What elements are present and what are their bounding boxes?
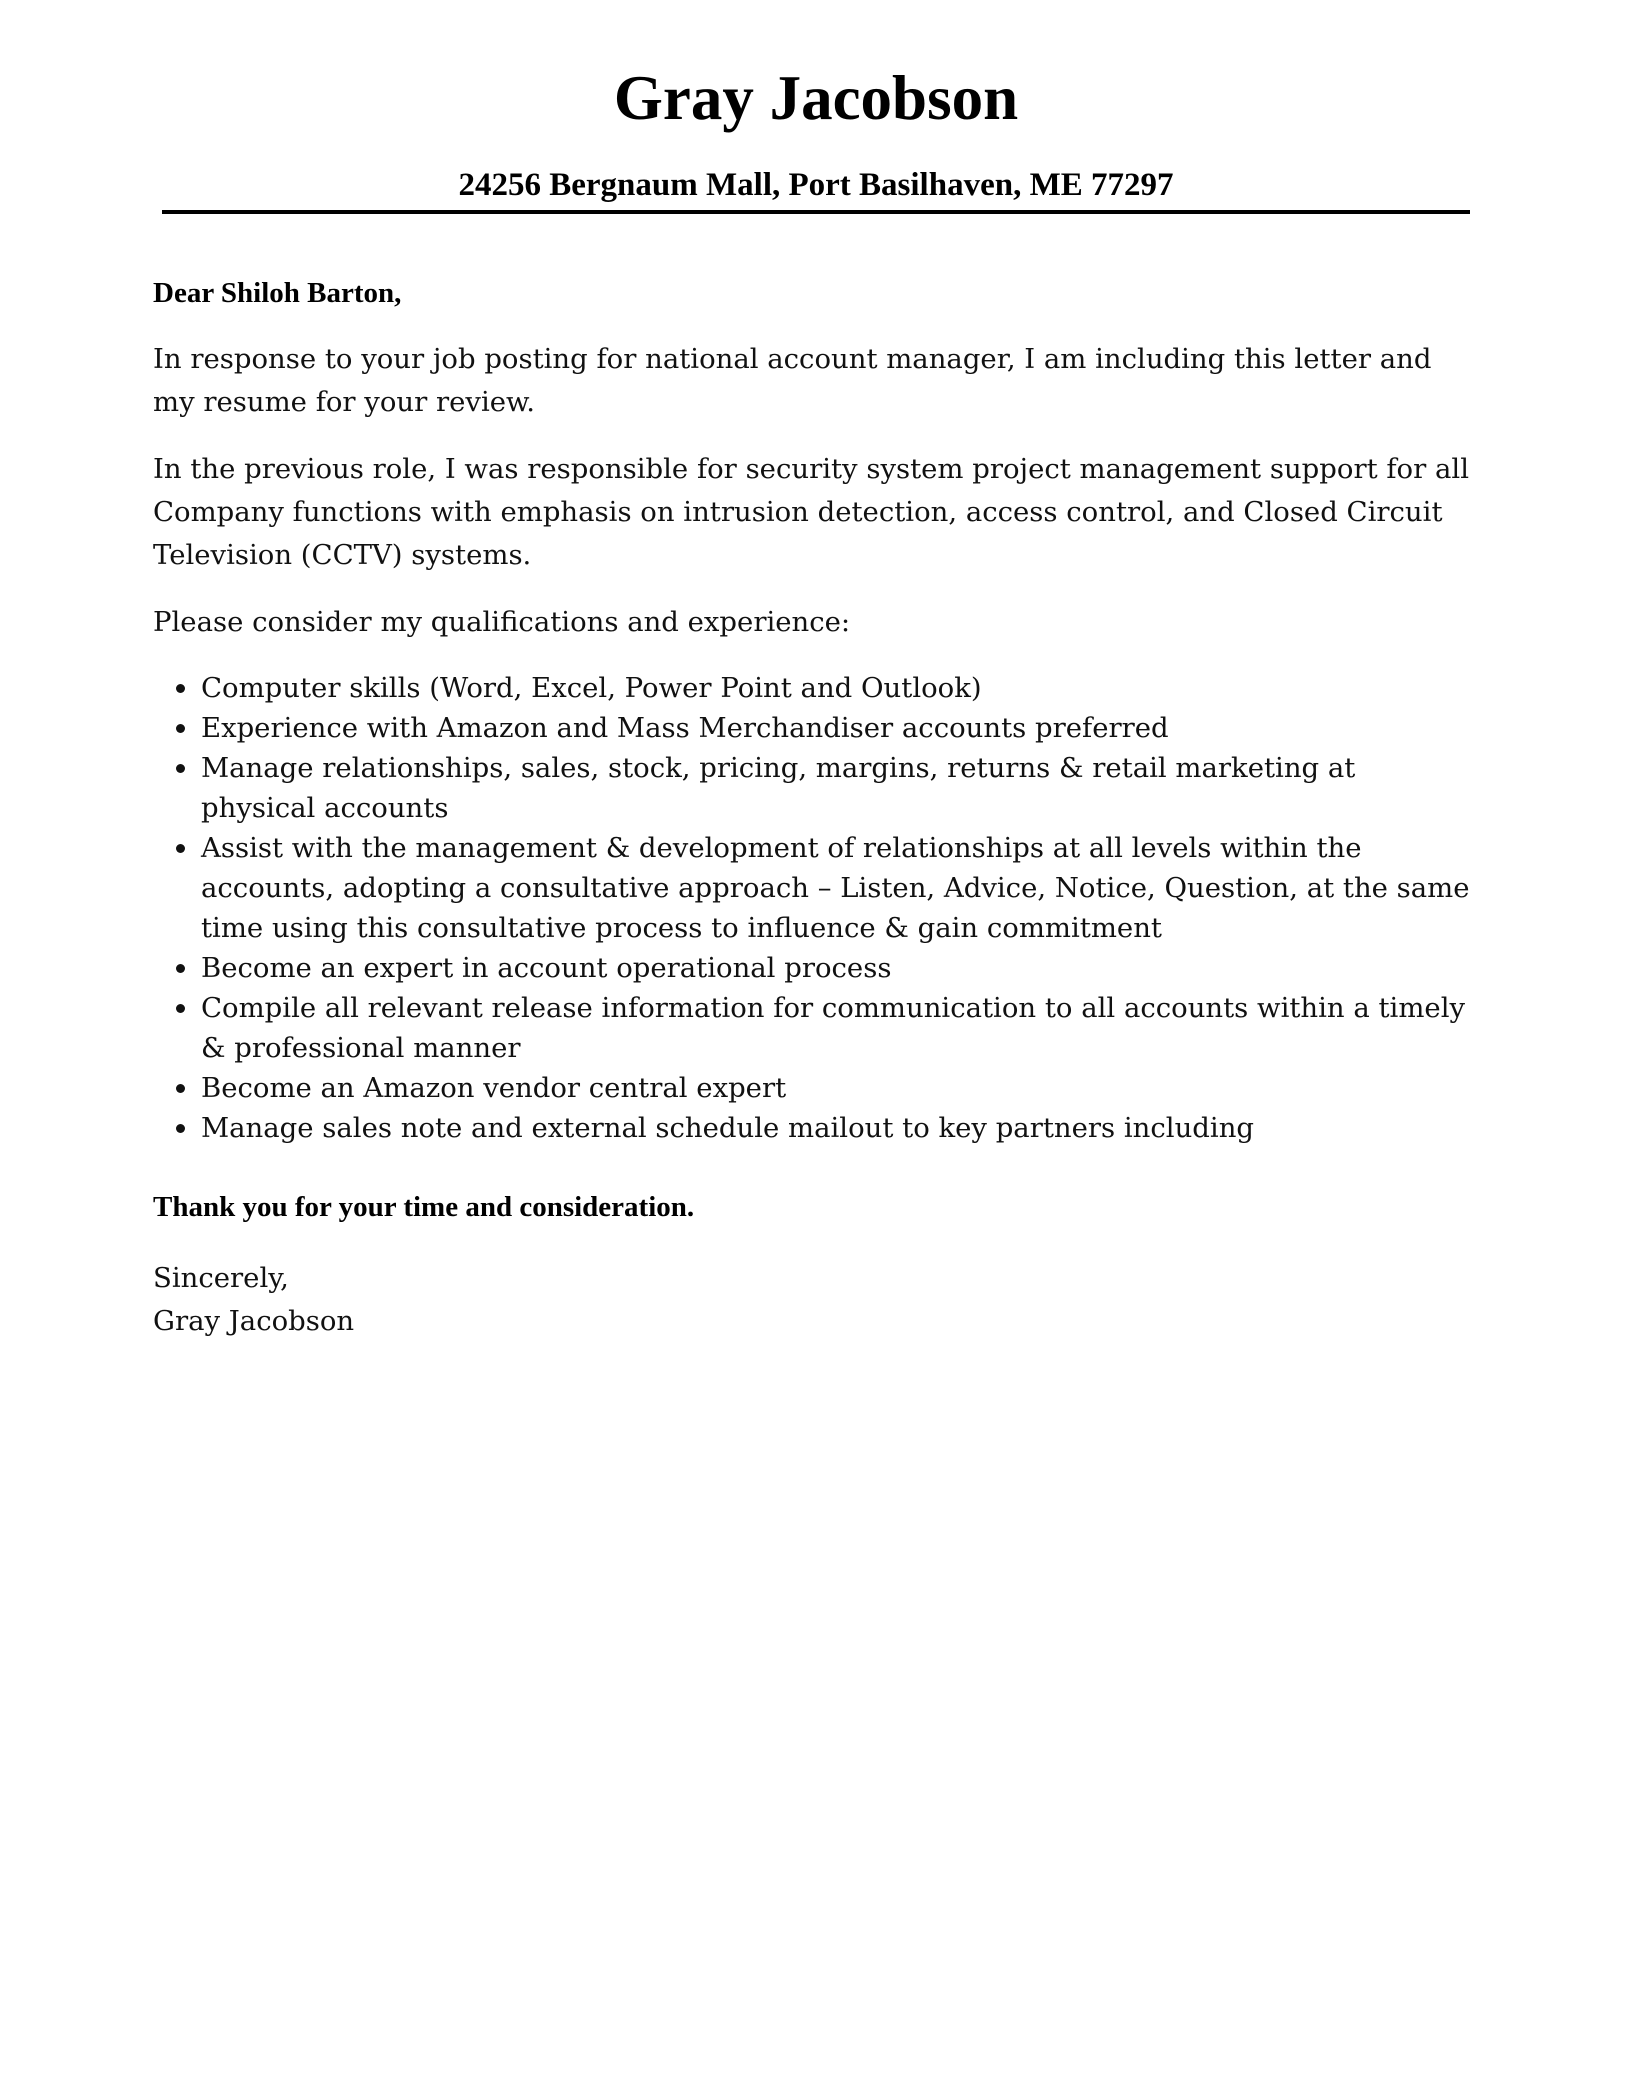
bullet-icon — [176, 1124, 185, 1133]
bullet-icon — [176, 684, 185, 693]
list-item-text: Assist with the management & development of relationships at all levels within the accounts, adopting a consultative approach – Listen, Advice, Notice, Question, at the same time using this consultative process to influence & gain commitment — [201, 832, 1470, 944]
list-item — [153, 948, 1478, 988]
list-item-text: Become an Amazon vendor central expert — [201, 1072, 787, 1104]
list-item-text: Compile all relevant release information for communication to all accounts within a timely & professional manner — [201, 992, 1466, 1064]
list-item — [153, 708, 1478, 748]
bullet-icon — [176, 764, 185, 773]
signature: Gray Jacobson — [153, 1305, 355, 1337]
bullet-icon — [176, 1004, 185, 1013]
list-item — [153, 748, 1478, 828]
list-item — [153, 988, 1478, 1068]
list-item-text: Manage sales note and external schedule mailout to key partners including — [201, 1112, 1255, 1144]
qualifications-list — [153, 668, 1478, 1148]
list-item-text: Computer skills (Word, Excel, Power Point and Outlook) — [201, 672, 982, 704]
paragraph-intro: In response to your job posting for national account manager, I am including this letter and my resume for your review. — [153, 343, 1432, 418]
bullet-icon — [176, 844, 185, 853]
list-item — [153, 1108, 1478, 1148]
applicant-name: Gray Jacobson — [613, 63, 1019, 133]
closing: Sincerely, — [153, 1262, 289, 1294]
bullet-icon — [176, 964, 185, 973]
list-item-text: Experience with Amazon and Mass Merchandiser accounts preferred — [201, 712, 1169, 744]
bullet-icon — [176, 724, 185, 733]
letter-body — [153, 272, 1478, 1343]
paragraph-previous-role: In the previous role, I was responsible for security system project management support for all Company functions with emphasis on intrusion detection, access control, and Closed Circuit Television (CCTV) systems. — [153, 453, 1469, 571]
list-item-text: Become an expert in account operational process — [201, 952, 892, 984]
list-item — [153, 668, 1478, 708]
list-item — [153, 828, 1478, 948]
thank-you-line: Thank you for your time and consideration. — [153, 1191, 695, 1223]
applicant-address: 24256 Bergnaum Mall, Port Basilhaven, ME 77297 — [458, 167, 1174, 203]
bullet-icon — [176, 1084, 185, 1093]
paragraph-qualifications-lead: Please consider my qualifications and experience: — [153, 606, 851, 638]
salutation: Dear Shiloh Barton, — [153, 277, 402, 309]
header-divider — [162, 210, 1470, 214]
list-item — [153, 1068, 1478, 1108]
list-item-text: Manage relationships, sales, stock, pricing, margins, returns & retail marketing at physical accounts — [201, 752, 1356, 824]
